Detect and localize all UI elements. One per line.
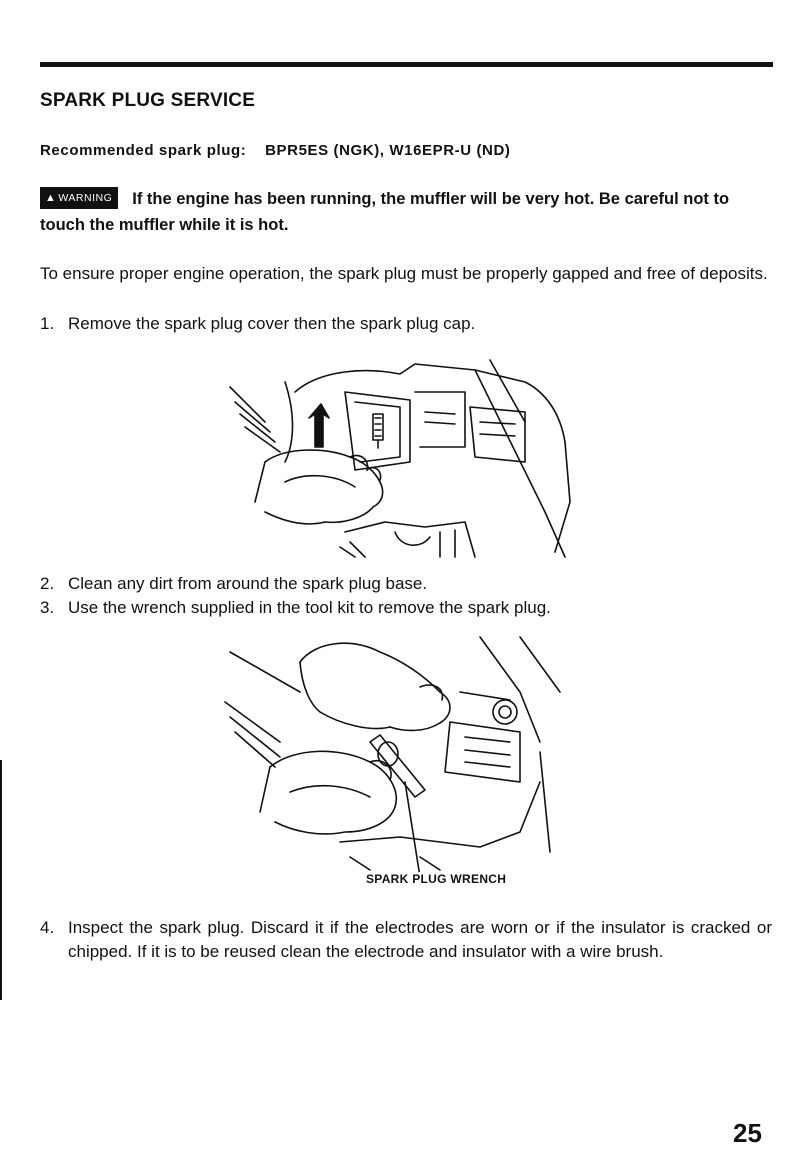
step-text: Clean any dirt from around the spark plug base. xyxy=(68,574,428,593)
step-text: Remove the spark plug cover then the spark plug cap. xyxy=(68,314,476,333)
step-number: 1. xyxy=(40,314,55,333)
intro-paragraph: To ensure proper engine operation, the spark plug must be properly gapped and free of deposits. xyxy=(40,264,768,283)
step-2 xyxy=(40,572,427,596)
step-text: Inspect the spark plug. Discard it if the electrodes are worn or if the insulator is cracked or chipped. If it is to be reused clean the electrode and insulator with a wire brush. xyxy=(68,918,772,961)
spark-plug-cover-removal-illustration xyxy=(225,352,580,558)
left-margin-mark xyxy=(0,760,2,1000)
warning-text: If the engine has been running, the muffler will be very hot. Be careful not to touch the muffler while it is hot. xyxy=(40,190,730,234)
step-4 xyxy=(40,916,772,964)
step-3 xyxy=(40,596,551,620)
step-1 xyxy=(40,312,475,336)
warning-triangle-icon: ▲ xyxy=(45,192,57,204)
warning-badge xyxy=(40,187,118,209)
page-number: 25 xyxy=(733,1118,762,1148)
step-number: 3. xyxy=(40,598,55,617)
step-text: Use the wrench supplied in the tool kit to remove the spark plug. xyxy=(68,598,551,617)
section-title: SPARK PLUG SERVICE xyxy=(40,90,256,111)
step-number: 2. xyxy=(40,574,55,593)
warning-block xyxy=(40,186,772,238)
recommended-spark-plug xyxy=(40,142,511,159)
top-rule xyxy=(40,62,773,67)
spark-plug-wrench-callout: SPARK PLUG WRENCH xyxy=(366,872,507,886)
step-number: 4. xyxy=(40,918,55,937)
spark-plug-wrench-illustration xyxy=(220,632,565,872)
recommended-value: BPR5ES (NGK), W16EPR-U (ND) xyxy=(265,142,511,159)
recommended-label: Recommended spark plug: xyxy=(40,142,247,159)
warning-badge-label: WARNING xyxy=(58,192,113,204)
